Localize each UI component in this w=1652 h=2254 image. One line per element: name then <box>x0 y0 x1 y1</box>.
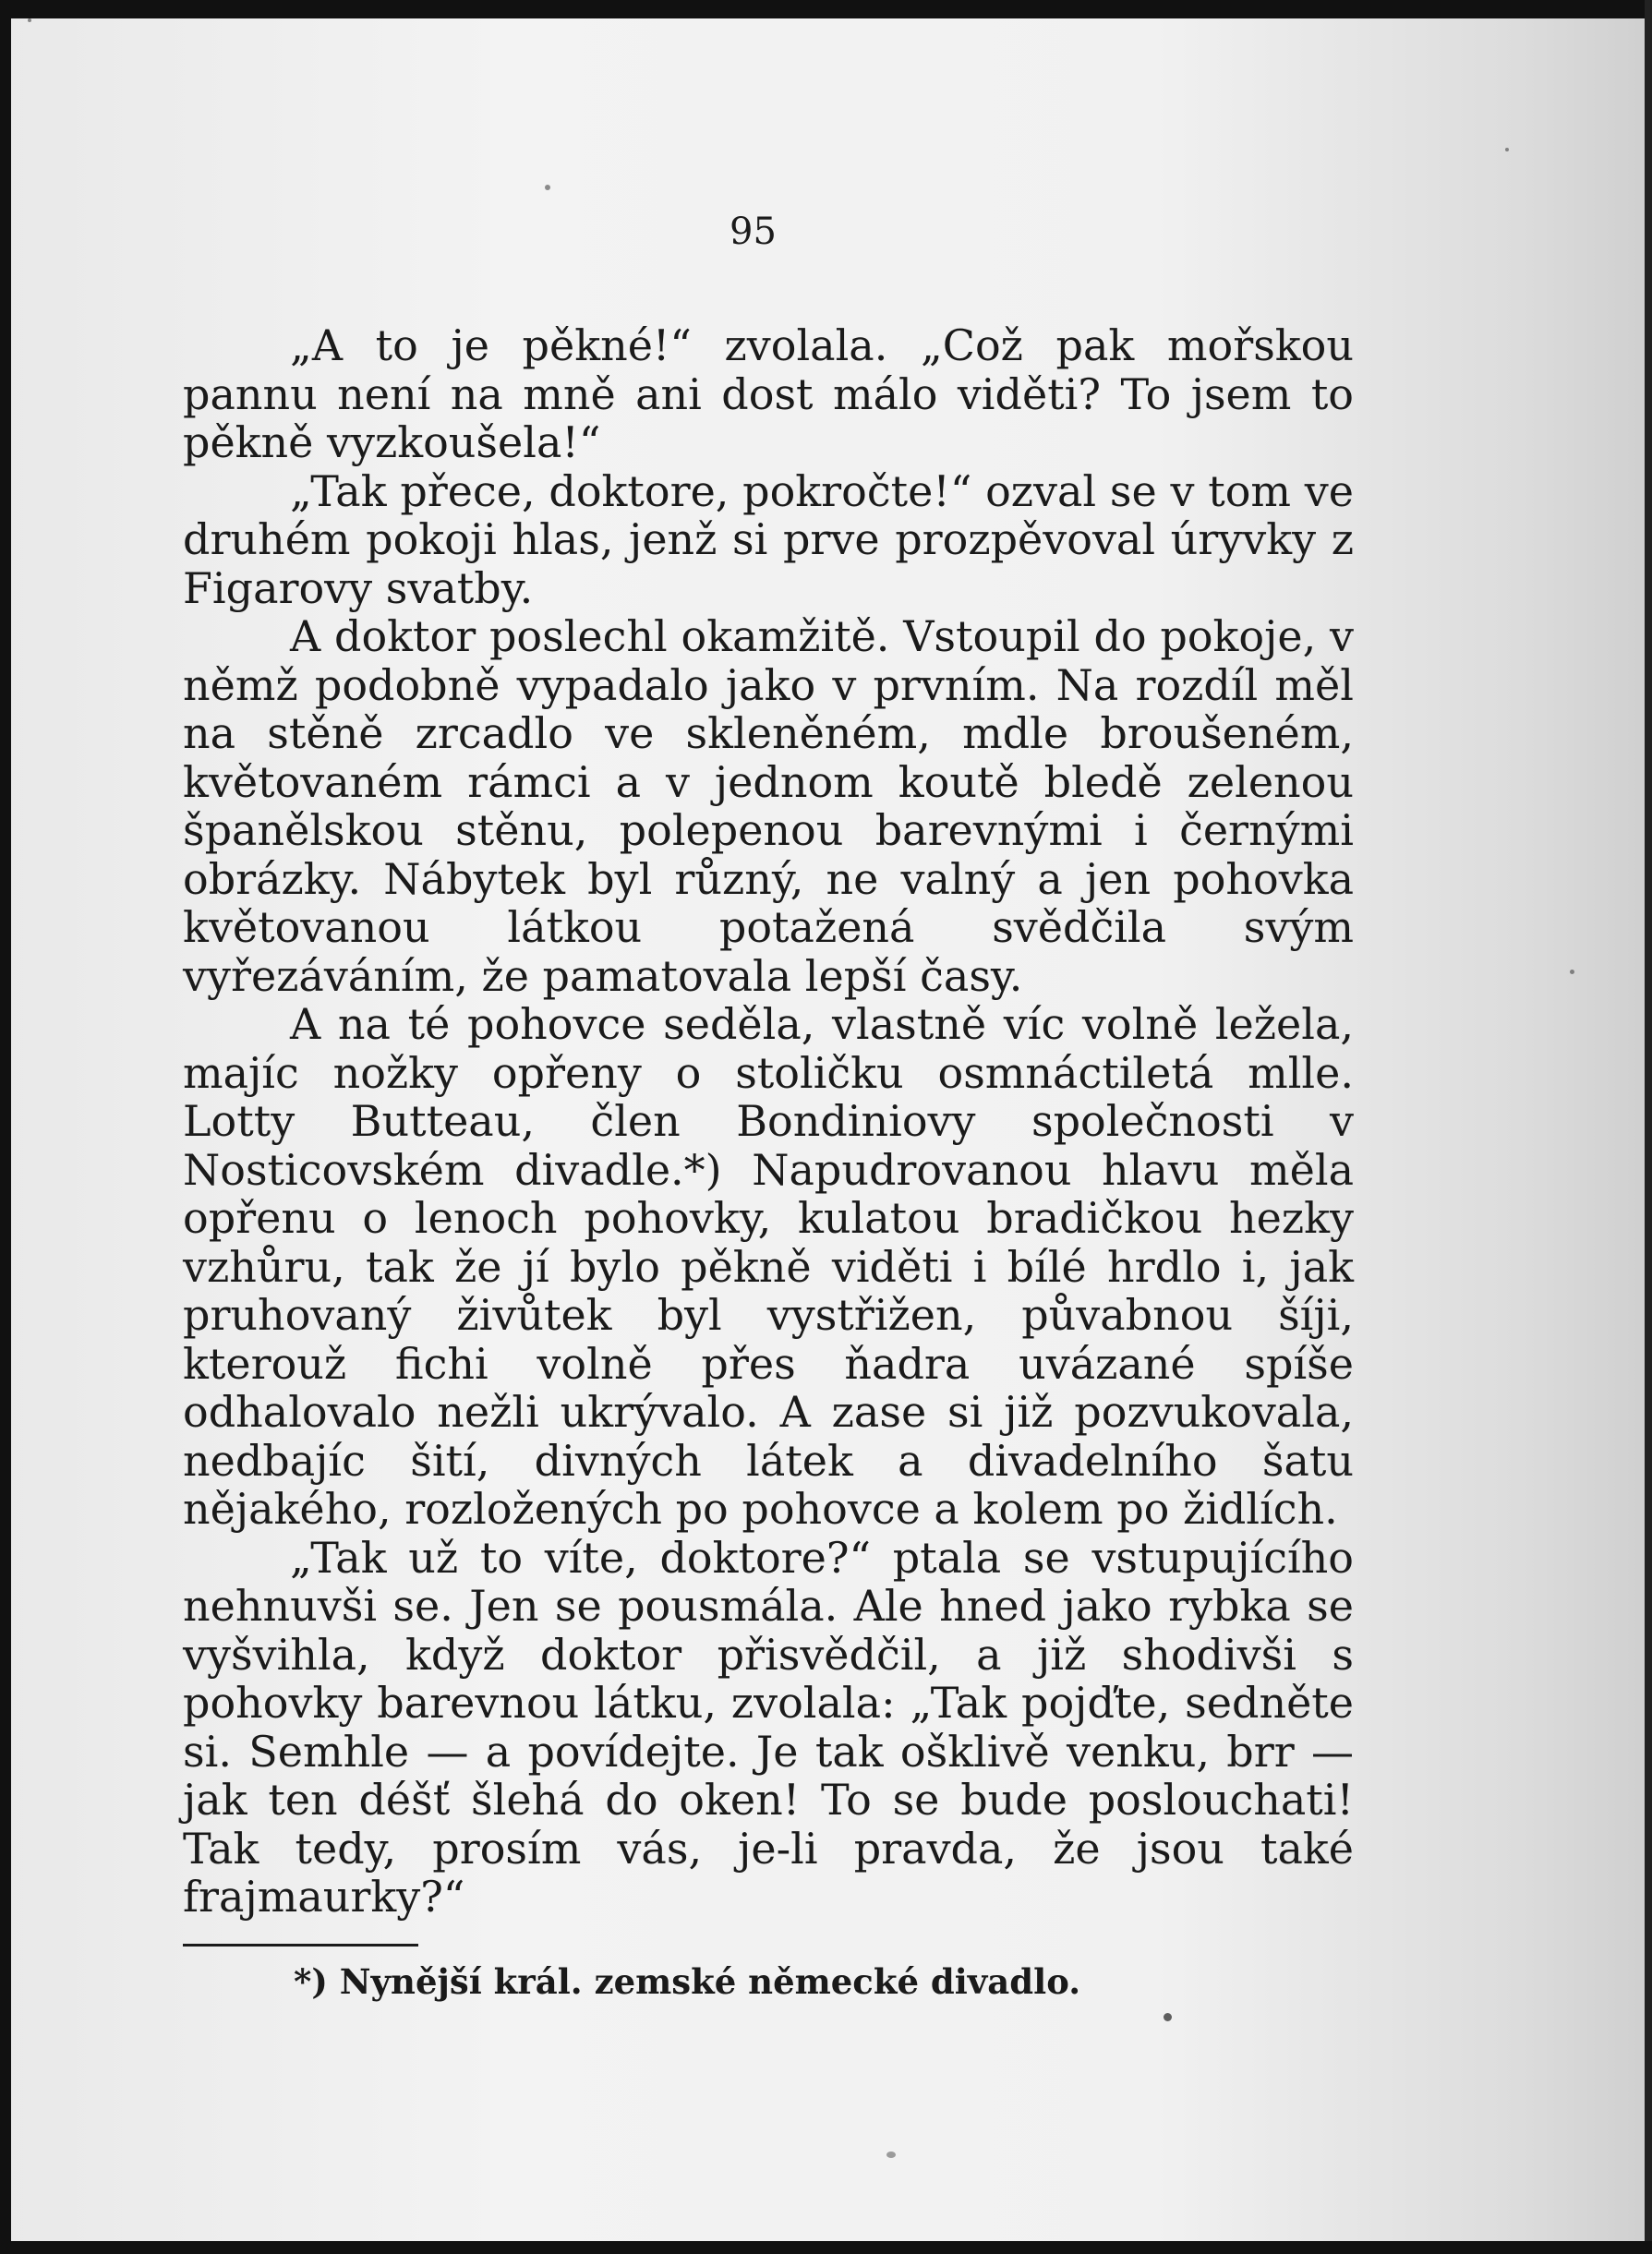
paragraph: „A to je pěkné!“ zvolala. „Což pak mořskou pannu není na mně ani dost málo viděti? To jsem to pěkně vyzkoušela!“ <box>183 320 1354 467</box>
scan-speck <box>1505 148 1509 151</box>
scan-edge-right <box>1645 0 1652 2254</box>
scan-speck <box>1164 2013 1172 2021</box>
paragraph: „Tak už to víte, doktore?“ ptala se vstupujícího nehnuvši se. Jen se pousmála. Ale hned jako rybka se vyšvihla, když doktor přisvědčil, a již shodivši s pohovky barevnou látku, zvolala: „Tak pojďte, sedněte si. Semhle — a povídejte. Je tak ošklivě venku, brr — jak ten déšť šlehá do oken! To se bude poslouchati! Tak tedy, prosím vás, je-li pravda, že jsou také frajmaurky?“ <box>183 1532 1354 1922</box>
footnote: *) Nynější král. zemské německé divadlo. <box>294 1961 1081 2002</box>
scan-speck <box>1570 970 1574 974</box>
page-number: 95 <box>730 211 777 253</box>
scan-edge-left <box>0 0 11 2254</box>
paragraph: „Tak přece, doktore, pokročte!“ ozval se v tom ve druhém pokoji hlas, jenž si prve prozpěvoval úryvky z Figarovy svatby. <box>183 465 1354 613</box>
scan-speck <box>886 2152 896 2158</box>
body-text <box>183 321 1354 1922</box>
scan-speck <box>28 18 31 22</box>
footnote-divider <box>183 1944 418 1947</box>
paragraph: A doktor poslechl okamžitě. Vstoupil do pokoje, v němž podobně vypadalo jako v prvním. Na rozdíl měl na stěně zrcadlo ve skleněném, mdle broušeném, květovaném rámci a v jednom koutě bledě zelenou španělskou stěnu, polepenou barevnými i černými obrázky. Nábytek byl různý, ne valný a jen pohovka květovanou látkou potažená svědčila svým vyřezáváním, že pamatovala lepší časy. <box>183 611 1354 1001</box>
scan-speck <box>545 185 550 190</box>
paragraph: A na té pohovce seděla, vlastně víc volně ležela, majíc nožky opřeny o stoličku osmnáctiletá mlle. Lotty Butteau, člen Bondiniovy společnosti v Nosticovském divadle.*) Napudrovanou hlavu měla opřenu o lenoch pohovky, kulatou bradičkou hezky vzhůru, tak že jí bylo pěkně viděti i bílé hrdlo i, jak pruhovaný živůtek byl vystřižen, půvabnou šíji, kterouž fichi volně přes ňadra uvázané spíše odhalovalo nežli ukrývalo. A zase si již pozvukovala, nedbajíc šití, divných látek a divadelního šatu nějakého, rozložených po pohovce a kolem po židlích. <box>183 999 1354 1534</box>
scan-edge-bottom <box>0 2241 1652 2254</box>
scan-edge-top <box>0 0 1652 18</box>
